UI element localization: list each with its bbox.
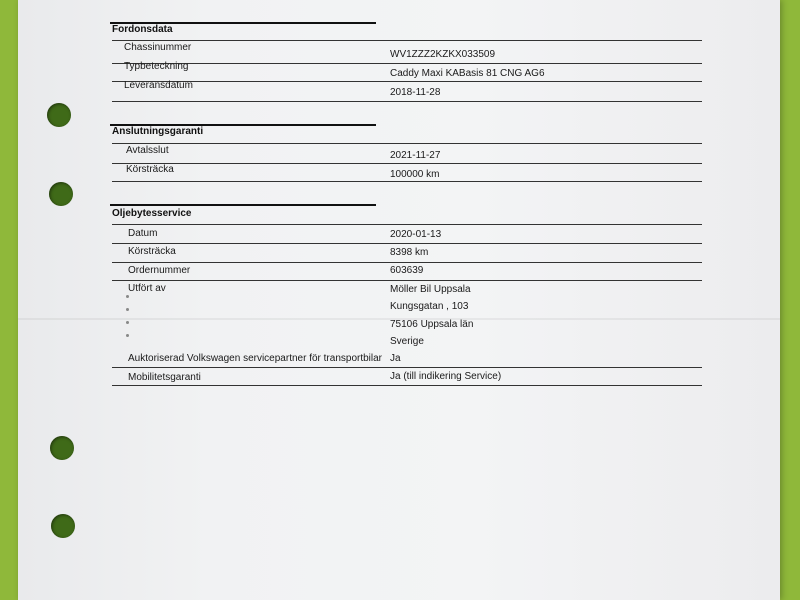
label-datum: Datum: [128, 228, 158, 239]
label-typbeteckning: Typbeteckning: [124, 61, 189, 72]
value-utfort-av-postal: 75106 Uppsala län: [390, 319, 474, 330]
row-divider: [112, 367, 702, 368]
section-title-anslutningsgaranti: Anslutningsgaranti: [112, 126, 204, 137]
value-utfort-av-street: Kungsgatan , 103: [390, 301, 469, 312]
row-divider: [112, 243, 702, 244]
value-korstracka-garanti: 100000 km: [390, 169, 440, 180]
row-divider: [112, 63, 702, 64]
label-mobilitetsgaranti: Mobilitetsgaranti: [128, 372, 201, 383]
label-ordernummer: Ordernummer: [128, 265, 191, 276]
label-korstracka-service: Körsträcka: [128, 246, 176, 257]
section-title-fordonsdata: Fordonsdata: [112, 24, 173, 35]
row-divider: [112, 262, 702, 263]
label-avtalsslut: Avtalsslut: [126, 145, 169, 156]
label-chassinummer: Chassinummer: [124, 42, 192, 53]
row-divider: [112, 101, 702, 102]
punch-hole: [51, 514, 75, 538]
label-leveransdatum: Leveransdatum: [124, 80, 193, 91]
value-chassinummer: WV1ZZZ2KZKX033509: [390, 49, 496, 60]
value-auktoriserad: Ja: [390, 353, 401, 364]
value-leveransdatum: 2018-11-28: [390, 87, 441, 98]
label-utfort-av: Utfört av: [128, 283, 166, 294]
punch-hole: [47, 103, 71, 127]
section-rule: [110, 204, 376, 206]
value-utfort-av-country: Sverige: [390, 336, 424, 347]
row-divider: [112, 280, 702, 281]
punch-hole: [50, 436, 74, 460]
value-ordernummer: 603639: [390, 265, 424, 276]
section-title-oljebytesservice: Oljebytesservice: [112, 208, 192, 219]
dotted-marks: [126, 295, 130, 347]
label-korstracka-garanti: Körsträcka: [126, 164, 174, 175]
value-datum: 2020-01-13: [390, 229, 442, 240]
label-auktoriserad: Auktoriserad Volkswagen servicepartner för transportbilar: [128, 353, 383, 364]
row-divider: [112, 224, 702, 225]
punch-hole: [49, 182, 73, 206]
value-mobilitetsgaranti: Ja (till indikering Service): [390, 371, 502, 382]
value-typbeteckning: Caddy Maxi KABasis 81 CNG AG6: [390, 68, 545, 79]
value-korstracka-service: 8398 km: [390, 247, 429, 258]
row-divider: [112, 181, 702, 182]
value-utfort-av-name: Möller Bil Uppsala: [390, 284, 471, 295]
row-divider: [112, 163, 702, 164]
row-divider: [112, 81, 702, 82]
row-divider: [112, 143, 702, 144]
value-avtalsslut: 2021-11-27: [390, 150, 441, 161]
row-divider: [112, 40, 702, 41]
row-divider: [112, 385, 702, 386]
